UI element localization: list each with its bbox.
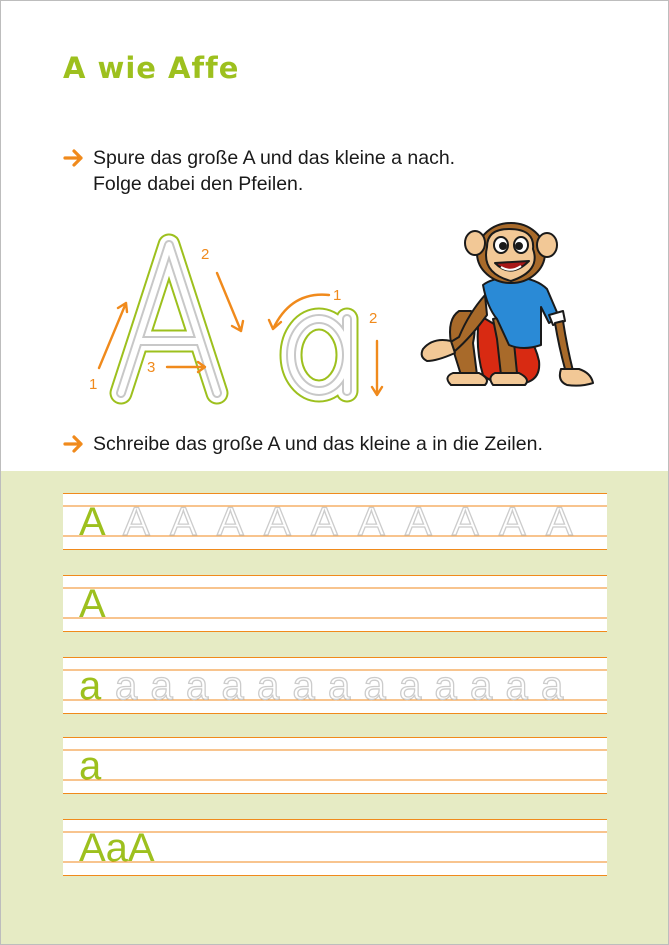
model-letter: a — [79, 664, 102, 708]
trace-letter: A — [405, 500, 432, 544]
trace-letter: a — [150, 664, 173, 708]
trace-letter: a — [115, 664, 138, 708]
trace-letter: a — [328, 664, 351, 708]
writing-line-4[interactable] — [63, 737, 607, 794]
trace-letter: a — [257, 664, 280, 708]
trace-letter: A — [358, 500, 385, 544]
trace-letter: A — [499, 500, 526, 544]
stroke-arrow-A-3 — [167, 362, 205, 372]
writing-area — [1, 471, 668, 944]
model-letter: A — [79, 500, 106, 544]
monkey-illustration — [413, 215, 601, 403]
trace-instruction-line-2: Folge dabei den Pfeilen. — [93, 173, 304, 195]
arrow-right-icon — [63, 145, 87, 171]
trace-instruction — [63, 145, 455, 197]
trace-instruction-line-1: Spure das große A und das kleine a nach. — [93, 147, 456, 169]
model-letter: A — [79, 582, 106, 626]
trace-letter: a — [505, 664, 528, 708]
write-instruction-text: Schreibe das große A und das kleine a in die Zeilen. — [93, 433, 543, 455]
trace-letter: a — [363, 664, 386, 708]
model-letter: a — [79, 744, 102, 788]
trace-letter: a — [186, 664, 209, 708]
trace-letter: a — [399, 664, 422, 708]
trace-letter: A — [546, 500, 573, 544]
write-instruction — [63, 431, 543, 457]
page-title: A wie Affe — [63, 51, 240, 85]
stroke-label-a-2: 2 — [369, 310, 378, 327]
tracing-letter-a — [291, 319, 347, 391]
writing-line-5[interactable] — [63, 819, 607, 876]
trace-letter: a — [434, 664, 457, 708]
stroke-label-A-1: 1 — [89, 376, 98, 393]
model-letter: AaA — [79, 826, 155, 870]
trace-letter: A — [123, 500, 150, 544]
stroke-label-a-1: 1 — [333, 287, 342, 304]
trace-letter: A — [264, 500, 291, 544]
writing-line-2[interactable] — [63, 575, 607, 632]
trace-letter: a — [292, 664, 315, 708]
arrow-right-icon — [63, 431, 87, 457]
trace-letter: A — [311, 500, 338, 544]
stroke-label-A-2: 2 — [201, 246, 210, 263]
writing-line-1[interactable] — [63, 493, 607, 550]
trace-letter: a — [541, 664, 564, 708]
trace-letter: a — [221, 664, 244, 708]
stroke-arrow-a-2 — [372, 341, 382, 395]
stroke-label-A-3: 3 — [147, 359, 156, 376]
trace-letter: A — [170, 500, 197, 544]
trace-letter: A — [217, 500, 244, 544]
writing-line-3[interactable] — [63, 657, 607, 714]
trace-letter: a — [470, 664, 493, 708]
stroke-arrow-A-2 — [217, 273, 243, 331]
trace-letter: A — [452, 500, 479, 544]
tracing-letters — [81, 233, 401, 413]
tracing-letter-A — [121, 245, 217, 393]
